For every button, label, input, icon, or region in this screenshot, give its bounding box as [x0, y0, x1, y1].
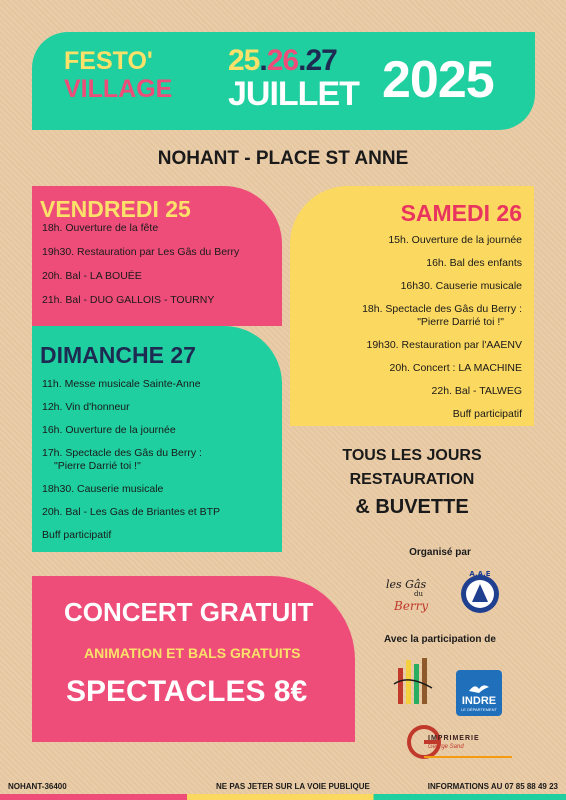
village-title: VILLAGE: [64, 75, 173, 103]
date-day-3: 27: [305, 44, 337, 77]
list-item: 16h. Ouverture de la journée: [42, 424, 176, 436]
footer-postcode: NOHANT-36400: [8, 782, 67, 791]
list-item: 20h. Bal - LA BOUÉE: [42, 270, 142, 282]
aaenv-logo: [456, 568, 504, 616]
list-item: [362, 303, 522, 329]
location-line: NOHANT - PLACE ST ANNE: [157, 148, 409, 169]
bottom-color-strip: [0, 794, 566, 800]
festival-dates: 25.26.27: [228, 44, 337, 77]
svg-text:Berry: Berry: [394, 599, 429, 613]
organised-by-label: Organisé par: [409, 547, 471, 558]
friday-program: [42, 222, 239, 318]
animation-free-subtitle: ANIMATION ET BALS GRATUITS: [84, 645, 301, 661]
footer-info-phone: INFORMATIONS AU 07 85 88 49 23: [427, 782, 558, 791]
header-banner: [32, 32, 535, 130]
saturday-program: [362, 234, 522, 431]
list-item: 19h30. Restauration par Les Gâs du Berry: [42, 246, 240, 258]
indre-subtext: LE DÉPARTEMENT: [461, 707, 497, 712]
list-item: 16h. Bal des enfants: [426, 257, 522, 269]
list-item: 21h. Bal - DUO GALLOIS - TOURNY: [42, 294, 215, 306]
date-day-1: 25: [228, 44, 260, 77]
festival-month: JUILLET: [228, 75, 359, 113]
list-item: [42, 447, 220, 473]
list-item: Buff participatif: [42, 529, 112, 541]
list-item: Buff participatif: [452, 408, 522, 420]
list-item: 22h. Bal - TALWEG: [431, 385, 522, 397]
footer-notice: NE PAS JETER SUR LA VOIE PUBLIQUE: [216, 782, 370, 791]
friday-title: VENDREDI 25: [40, 196, 191, 222]
festival-year: 2025: [382, 51, 494, 109]
list-item: 18h30. Causerie musicale: [42, 483, 164, 495]
indre-department-logo: [456, 670, 502, 716]
date-day-2: 26: [266, 44, 299, 77]
festo-title: FESTO': [64, 47, 153, 75]
list-item: 16h30. Causerie musicale: [400, 280, 522, 292]
sunday-program: [42, 378, 220, 552]
item-text: 18h. Spectacle des Gâs du Berry :: [362, 303, 522, 315]
svg-text:A.A.E: A.A.E: [469, 570, 491, 578]
everyday-line-1: TOUS LES JOURS: [342, 447, 482, 464]
imprimerie-word: IMPRIMERIE: [428, 735, 480, 742]
partners-label: Avec la participation de: [384, 634, 496, 645]
item-subtext: "Pierre Darrié toi !": [417, 316, 504, 328]
saturday-title: SAMEDI 26: [400, 200, 522, 226]
list-item: 20h. Bal - Les Gas de Briantes et BTP: [42, 506, 221, 518]
item-text: 17h. Spectacle des Gâs du Berry :: [42, 447, 202, 459]
everyday-line-2: RESTAURATION: [349, 471, 475, 488]
friday-block: [32, 186, 282, 326]
imprimerie-text: [428, 734, 480, 752]
list-item: 12h. Vin d'honneur: [42, 401, 130, 413]
everyday-notice: [336, 444, 488, 522]
list-item: 18h. Ouverture de la fête: [42, 222, 159, 234]
svg-text:du: du: [414, 590, 423, 598]
gas-du-berry-logo: [384, 566, 444, 616]
sunday-title: DIMANCHE 27: [40, 342, 196, 368]
partner-logo-musicians: [388, 654, 438, 710]
bird-icon: [467, 681, 491, 695]
item-subtext: "Pierre Darrié toi !": [54, 460, 141, 472]
concert-block: [32, 576, 355, 742]
svg-text:les Gâs: les Gâs: [386, 578, 427, 591]
concert-free-title: CONCERT GRATUIT: [64, 597, 314, 627]
saturday-block: [290, 186, 534, 426]
sunday-block: [32, 326, 282, 552]
shows-price: SPECTACLES 8€: [66, 675, 308, 708]
indre-word: INDRE: [461, 695, 497, 707]
list-item: 15h. Ouverture de la journée: [388, 234, 522, 246]
everyday-line-3: & BUVETTE: [355, 496, 469, 518]
george-sand-word: George Sand: [428, 744, 464, 750]
list-item: 19h30. Restauration par l'AAENV: [366, 339, 522, 351]
list-item: 11h. Messe musicale Sainte-Anne: [42, 378, 201, 390]
list-item: 20h. Concert : LA MACHINE: [389, 362, 522, 374]
